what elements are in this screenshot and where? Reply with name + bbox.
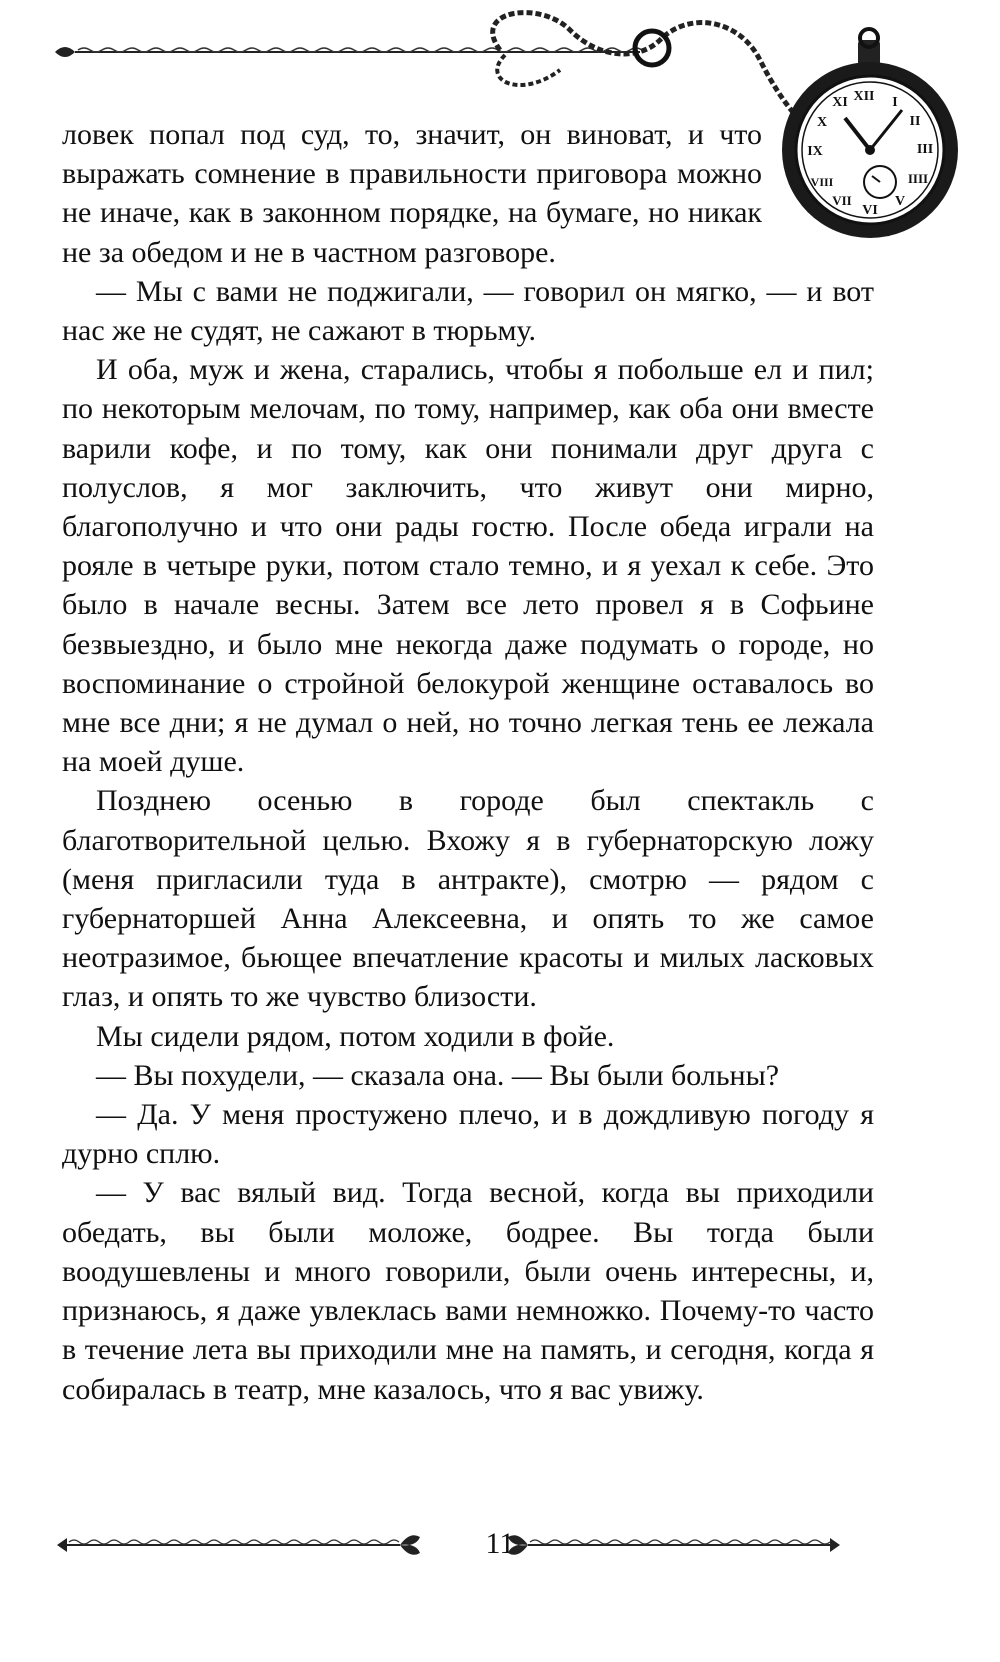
numeral: XI xyxy=(832,95,848,110)
numeral: IX xyxy=(807,144,823,159)
paragraph: — Мы с вами не поджигали, — говорил он мягко, — и вот нас же не судят, не сажают в тюрьму. xyxy=(62,274,874,348)
numeral: III xyxy=(916,142,934,157)
paragraph: — Да. У меня простужено плечо, и в дождливую погоду я дурно сплю. xyxy=(62,1098,874,1171)
numeral: VI xyxy=(862,203,878,218)
paragraph: И оба, муж и жена, старались, чтобы я побольше ел и пил; по некоторым мелочам, по тому, например, как оба они вместе варили кофе, и по тому, как они понимали друг друга с полуслов, я мог заключить, что живут они мирно, благополучно и что они рады гостю. После обеда играли на рояле в четыре руки, потом стало темно, и я уехал к себе. Это было в начале весны. Затем все лето провел я в Софьине безвыездно, и было мне некогда даже подумать о городе, но воспоминание о стройной белокурой женщине оставалось во мне все дни; я не думал о ней, но точно легкая тень ее лежала на моей душе. xyxy=(62,353,874,779)
paragraph: — У вас вялый вид. Тогда весной, когда вы приходили обедать, вы были моложе, бодрее. Вы тогда были воодушевлены и много говорили, были очень интересны, и, признаюсь, я даже увлеклась вами немножко. Почему-то часто в течение лета вы приходили мне на память, и сегодня, когда я собиралась в театр, мне казалось, что я вас увижу. xyxy=(62,1176,874,1406)
page-number: 11 xyxy=(485,1527,515,1560)
numeral: V xyxy=(894,194,906,209)
numeral: IIII xyxy=(907,171,929,186)
paragraph: ловек попал под суд, то, значит, он виноват, и что выражать сомнение в правильности приговора можно не иначе, как в законном порядке, на бумаге, но никак не за обедом и не в частном разговоре. xyxy=(62,118,762,269)
numeral: I xyxy=(892,95,898,110)
numeral: II xyxy=(909,114,921,129)
numeral: XII xyxy=(853,89,875,104)
paragraph: Позднею осенью в городе был спектакль с благотворительной целью. Вхожу я в губернаторскую ложу (меня пригласили туда в антракте), смотрю — рядом с губернаторшей Анна Алексеевна, и опять то же самое неотразимое, бьющее впечатление красоты и милых ласковых глаз, и опять то же чувство близости. xyxy=(62,784,874,1014)
numeral: VIII xyxy=(810,175,834,189)
wrapped-paragraph-block xyxy=(62,115,762,272)
paragraph: Мы сидели рядом, потом ходили в фойе. xyxy=(96,1019,615,1053)
bottom-right-ornament xyxy=(500,1530,900,1560)
page-text xyxy=(62,115,874,1409)
numeral: X xyxy=(816,115,828,130)
paragraph: — Вы похудели, — сказала она. — Вы были больны? xyxy=(96,1058,780,1092)
numeral: VII xyxy=(832,193,852,208)
